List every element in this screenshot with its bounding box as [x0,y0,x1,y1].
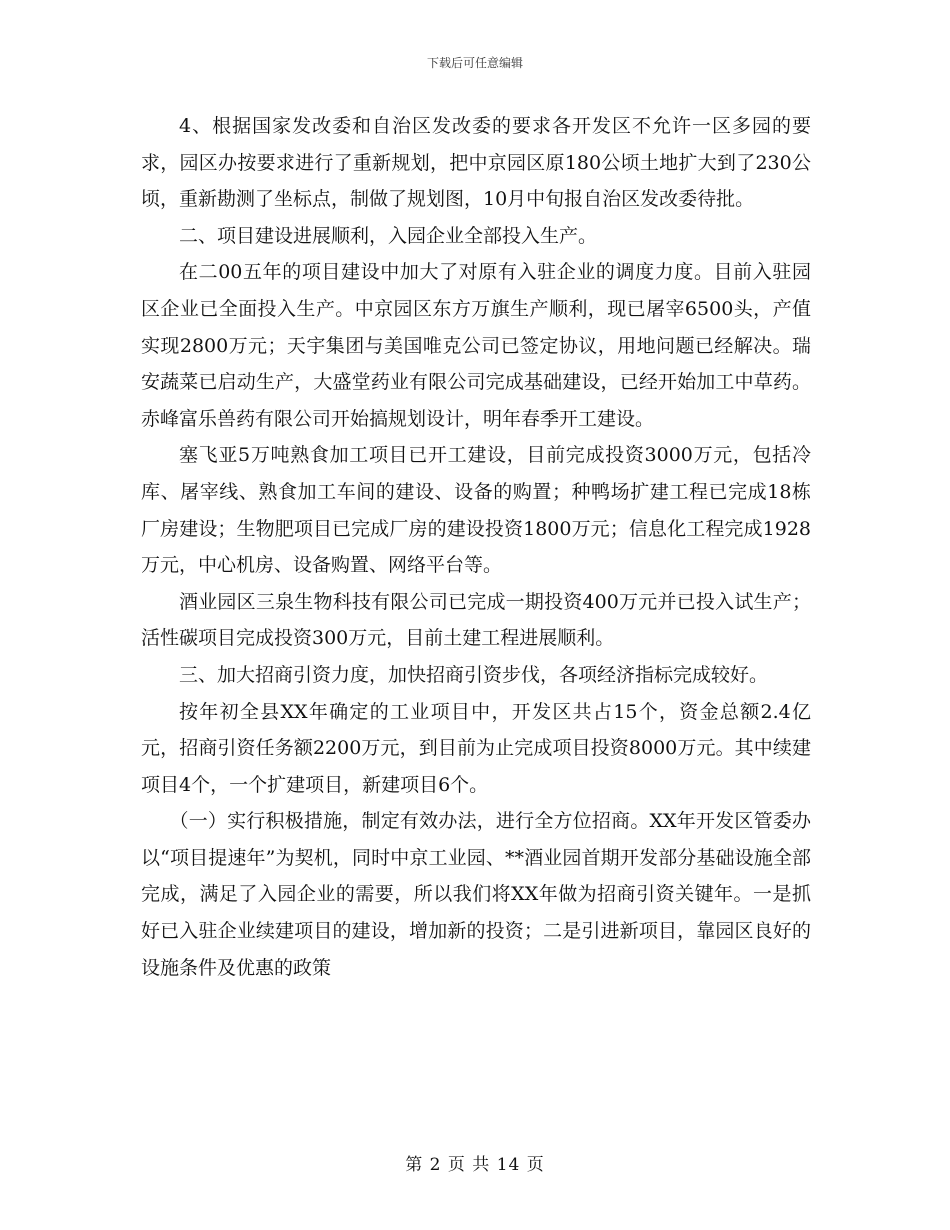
paragraph-liquor-park: 酒业园区三泉生物科技有限公司已完成一期投资400万元并已投入试生产；活性碳项目完成投资300万元，目前土建工程进展顺利。 [141,590,811,650]
paragraph-land-planning: 4、根据国家发改委和自治区发改委的要求各开发区不允许一区多园的要求，园区办按要求进行了重新规划，把中京园区原180公顷土地扩大到了230公顷，重新勘测了坐标点，制做了规划图，10月中旬报自治区发改委待批。 [141,115,811,211]
document-body [141,108,811,986]
heading-investment-attraction: 三、加大招商引资力度，加快招商引资步伐，各项经济指标完成较好。 [179,663,769,686]
paragraph-investment-measures: （一）实行积极措施，制定有效办法，进行全方位招商。XX年开发区管委办以“项目提速年”为契机，同时中京工业园、**酒业园首期开发部分基础设施全部完成，满足了入园企业的需要，所以我们将XX年做为招商引资关键年。一是抓好已入驻企业续建项目的建设，增加新的投资；二是引进新项目，靠园区良好的设施条件及优惠的政策 [141,810,811,979]
paragraph-saifeiya-project: 塞飞亚5万吨熟食加工项目已开工建设，目前完成投资3000万元，包括冷库、屠宰线、熟食加工车间的建设、设备的购置；种鸭场扩建工程已完成18栋厂房建设；生物肥项目已完成厂房的建设投资1800万元；信息化工程完成1928万元，中心机房、设备购置、网络平台等。 [141,444,811,577]
heading-project-construction: 二、项目建设进展顺利，入园企业全部投入生产。 [179,224,598,247]
paragraph-enterprise-production: 在二00五年的项目建设中加大了对原有入驻企业的调度力度。目前入驻园区企业已全面投入生产。中京园区东方万旗生产顺利，现已屠宰6500头，产值实现2800万元；天宇集团与美国唯克公司已签定协议，用地问题已经解决。瑞安蔬菜已启动生产，大盛堂药业有限公司完成基础建设，已经开始加工中草药。赤峰富乐兽药有限公司开始搞规划设计，明年春季开工建设。 [141,261,811,430]
page-number: 第 2 页 共 14 页 [405,1155,545,1175]
paragraph-industrial-projects: 按年初全县XX年确定的工业项目中，开发区共占15个，资金总额2.4亿元，招商引资任务额2200万元，到目前为止完成项目投资8000万元。其中续建项目4个，一个扩建项目，新建项目6个。 [141,700,811,796]
page-header-note: 下载后可任意编辑 [426,56,523,70]
